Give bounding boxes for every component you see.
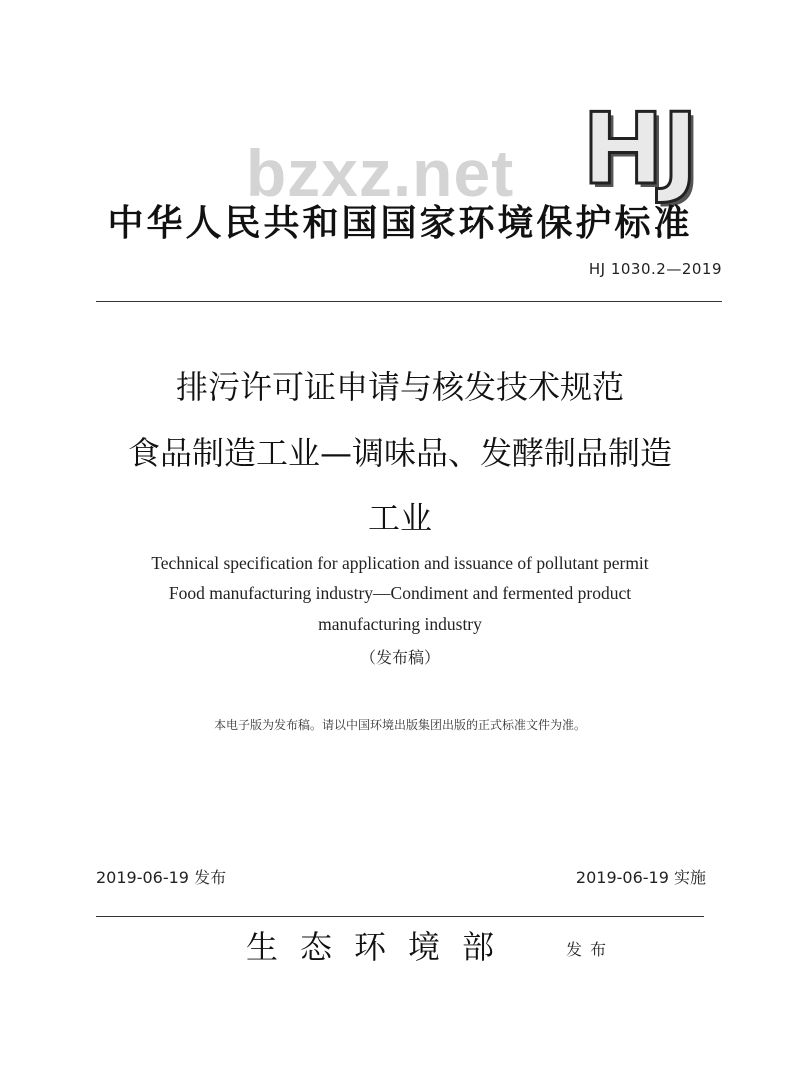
bottom-divider bbox=[96, 916, 704, 917]
english-title-line-3: manufacturing industry bbox=[318, 614, 482, 634]
electronic-version-notice: 本电子版为发布稿。请以中国环境出版集团出版的正式标准文件为准。 bbox=[213, 718, 586, 732]
watermark: bzxz.net bbox=[245, 136, 515, 210]
hj-logo: HJ bbox=[582, 93, 697, 207]
top-divider bbox=[96, 301, 722, 302]
chinese-title-line-3: 工业 bbox=[367, 499, 432, 537]
publish-label: 发布 bbox=[566, 940, 615, 959]
english-title-line-2: Food manufacturing industry—Condiment and fermented product bbox=[168, 583, 632, 603]
draft-label: （发布稿） bbox=[359, 648, 440, 667]
english-title-line-1: Technical specification for application and issuance of pollutant permit bbox=[151, 553, 649, 573]
chinese-title-line-1: 排污许可证申请与核发技术规范 bbox=[175, 368, 624, 406]
issue-date: 2019-06-19 发布 bbox=[96, 868, 227, 887]
org-title: 中华人民共和国国家环境保护标准 bbox=[107, 203, 693, 244]
chinese-title-line-2: 食品制造工业—调味品、发酵制品制造 bbox=[127, 434, 672, 472]
implementation-date: 2019-06-19 实施 bbox=[575, 868, 706, 887]
standard-number: HJ 1030.2—2019 bbox=[588, 260, 722, 278]
issuing-ministry: 生态环境部 bbox=[246, 928, 517, 966]
